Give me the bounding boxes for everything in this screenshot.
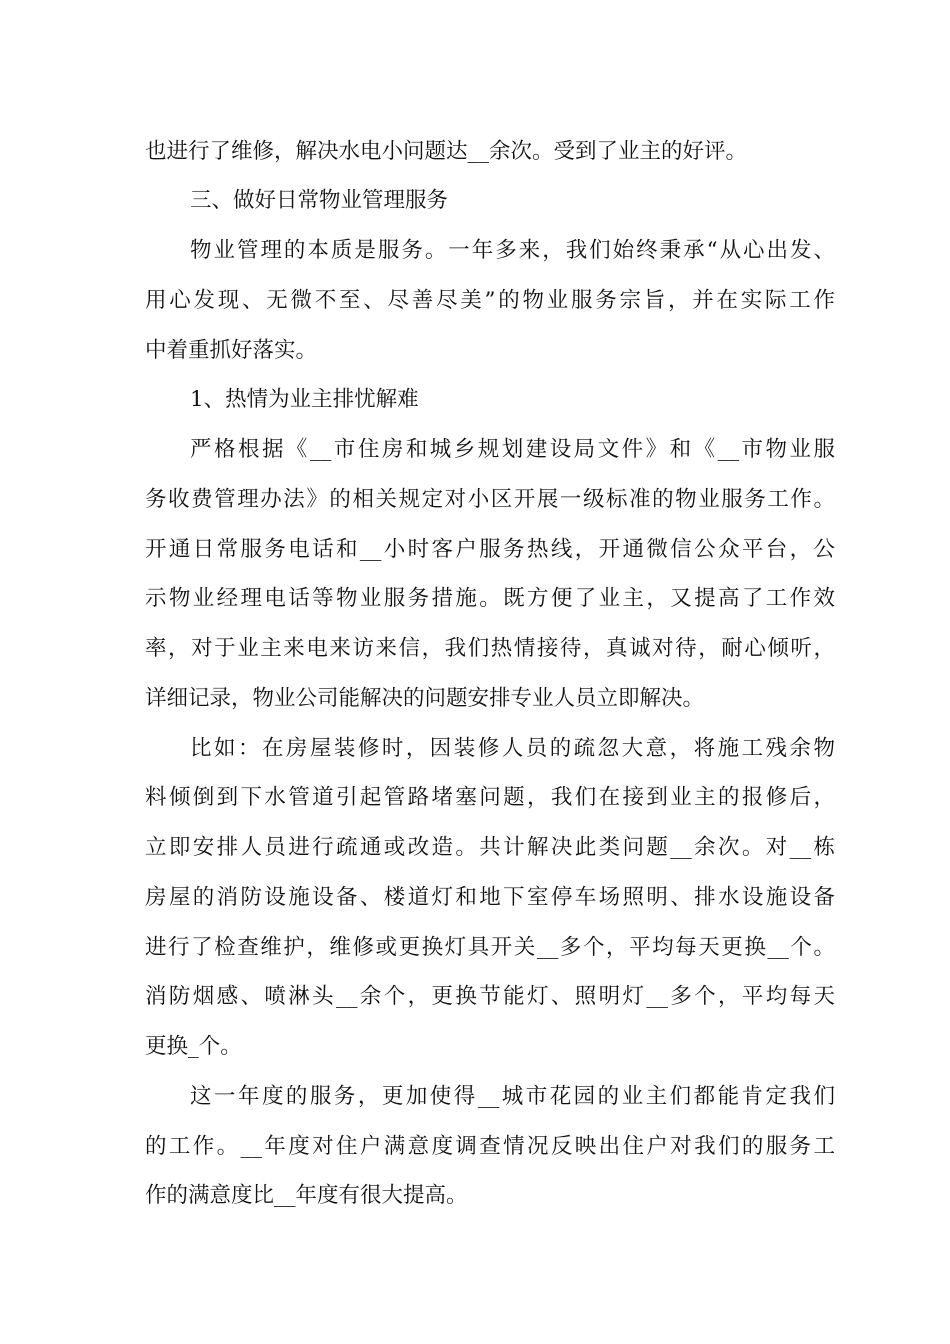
text-line: 物业管理的本质是服务。一年多来，我们始终秉承“从心出发、 — [190, 238, 835, 263]
text-line: 立即安排人员进行疏通或改造。共计解决此类问题__余次。对__栋 — [145, 835, 835, 860]
text-line: 严格根据《__市住房和城乡规划建设局文件》和《__市物业服 — [190, 437, 835, 462]
subsection-heading: 1、热情为业主排忧解难 — [190, 387, 419, 412]
section-heading: 三、做好日常物业管理服务 — [190, 188, 449, 213]
text-line: 料倾倒到下水管道引起管路堵塞问题，我们在接到业主的报修后， — [145, 785, 835, 810]
text-line: 进行了检查维护，维修或更换灯具开关__多个，平均每天更换__个。 — [145, 935, 835, 960]
text-line: 也进行了维修，解决水电小问题达__余次。受到了业主的好评。 — [145, 139, 748, 164]
text-line: 作的满意度比__年度有很大提高。 — [145, 1183, 468, 1208]
text-line: 消防烟感、喷淋头__余个，更换节能灯、照明灯__多个，平均每天 — [145, 984, 835, 1009]
text-line: 务收费管理办法》的相关规定对小区开展一级标准的物业服务工作。 — [145, 487, 835, 512]
text-line: 开通日常服务电话和__小时客户服务热线，开通微信公众平台，公 — [145, 537, 835, 562]
text-line: 比如：在房屋装修时，因装修人员的疏忽大意，将施工残余物 — [190, 736, 835, 761]
text-line: 这一年度的服务，更加使得__城市花园的业主们都能肯定我们 — [190, 1084, 835, 1109]
text-line: 房屋的消防设施设备、楼道灯和地下室停车场照明、排水设施设备 — [145, 885, 835, 910]
text-line: 中着重抓好落实。 — [145, 338, 318, 363]
text-line: 率，对于业主来电来访来信，我们热情接待，真诚对待，耐心倾听， — [145, 636, 835, 661]
text-line: 更换_个。 — [145, 1034, 242, 1059]
text-line: 示物业经理电话等物业服务措施。既方便了业主，又提高了工作效 — [145, 586, 835, 611]
text-line: 详细记录，物业公司能解决的问题安排专业人员立即解决。 — [145, 686, 705, 711]
text-line: 的工作。__年度对住户满意度调查情况反映出住户对我们的服务工 — [145, 1134, 835, 1159]
text-line: 用心发现、无微不至、尽善尽美”的物业服务宗旨，并在实际工作 — [145, 288, 835, 313]
